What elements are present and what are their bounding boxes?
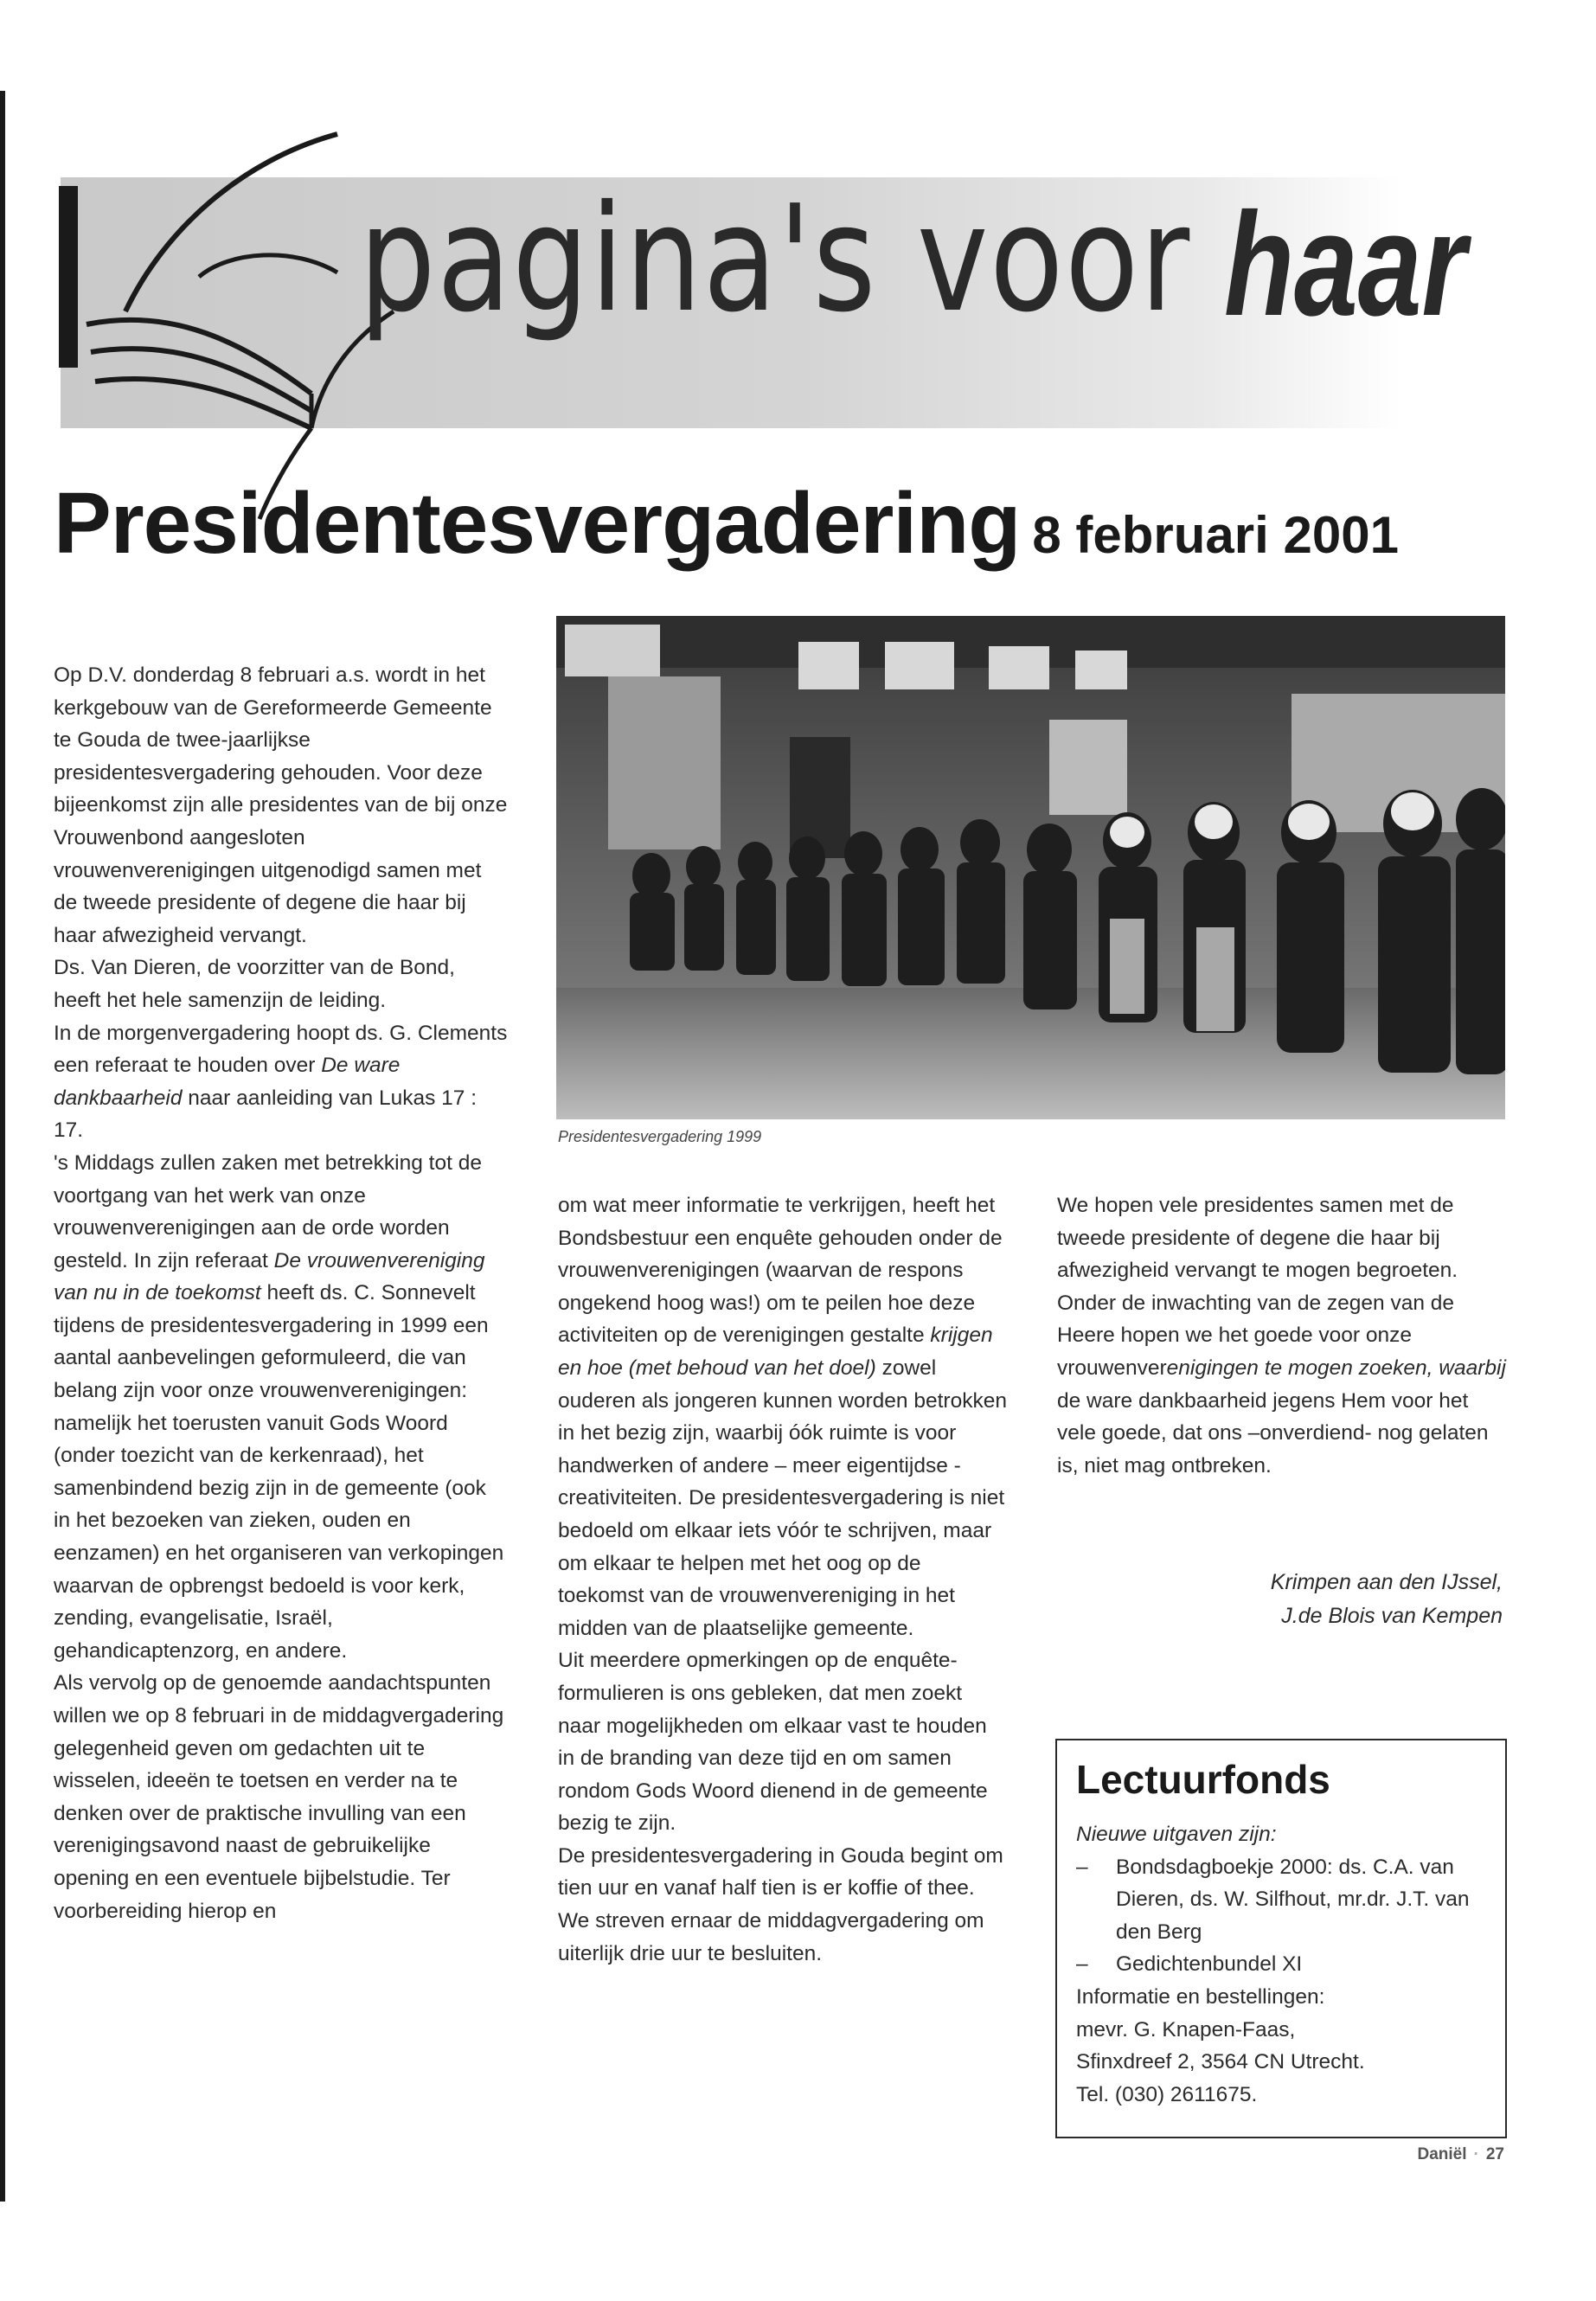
referaat-title-italic: De vrouwenvereniging van nu in de toekomst: [54, 1248, 485, 1305]
text-run: zowel ouderen als jongeren kunnen worden betrokken in het bezig zijn, waarbij óók ruimte is voor handwerken of andere – meer eigentijdse - creativiteiten. De presidentesvergadering is niet bedoeld om elkaar iets vóór te schrijven, maar om elkaar te helpen met het oog op de toekomst van de vrouwenvereniging in het midden van de plaatselijke gemeente.: [558, 1356, 1007, 1640]
paragraph: Als vervolg op de genoemde aandachtspunten willen we op 8 februari in de middagvergadering gelegenheid geven om gedachten uit te wisselen, ideeën te toetsen en verder na te denken over de praktische invulling van een verenigingsavond naast de gebruikelijke opening en een eventuele bijbelstudie. Ter voorbereiding hierop en: [54, 1671, 504, 1923]
lectuurfonds-subtitle: Nieuwe uitgaven zijn:: [1076, 1823, 1277, 1846]
page-number: 27: [1485, 2145, 1504, 2163]
masthead-bold: haar: [1224, 183, 1467, 347]
article-column-3: [1057, 1189, 1511, 1482]
page-footer: [1418, 2145, 1505, 2164]
masthead-light: pagina's voor: [359, 174, 1191, 345]
footer-separator: ·: [1473, 2145, 1479, 2163]
contact-name: mevr. G. Knapen-Faas,: [1076, 2017, 1296, 2041]
contact-address: Sfinxdreef 2, 3564 CN Utrecht.: [1076, 2050, 1365, 2074]
info-label: Informatie en bestellingen:: [1076, 1984, 1325, 2009]
headline-title: Presidentesvergadering: [54, 475, 1021, 572]
italic-text: enigingen te mogen zoeken, waarbij: [1166, 1356, 1506, 1380]
paragraph: De presidentesvergadering in Gouda begint om tien uur en vanaf half tien is er koffie of thee. We streven ernaar de middagvergadering om uiterlijk drie uur te besluiten.: [558, 1843, 1003, 1965]
lectuurfonds-body: [1076, 1818, 1491, 2111]
meeting-photo-image: [556, 616, 1505, 1119]
text-run: naar aanleiding van Lukas 17 : 17.: [54, 1086, 478, 1143]
paragraph: Uit meerdere opmerkingen op de enquête-formulieren is ons gebleken, dat men zoekt naar mogelijkheden om elkaar vast te houden in de branding van deze tijd en om samen rondom Gods Woord dienend in de gemeente bezig te zijn.: [558, 1649, 988, 1836]
text-run: In de morgenvergadering hoopt ds. G. Clements een referaat te houden over: [54, 1021, 508, 1078]
masthead-title: [359, 174, 1467, 347]
paragraph: [558, 1189, 1008, 1644]
signature: [1057, 1566, 1503, 1633]
headline-date: 8 februari 2001: [1032, 506, 1399, 564]
referaat-title-italic: De ware dankbaarheid: [54, 1054, 401, 1110]
meeting-photo: [556, 616, 1505, 1119]
italic-text: krijgen en hoe (met behoud van het doel): [558, 1324, 993, 1380]
signature-place: Krimpen aan den IJssel,: [1270, 1570, 1503, 1594]
paragraph: [54, 1017, 508, 1147]
contact-phone: Tel. (030) 2611675.: [1076, 2082, 1258, 2106]
list-item-text: Gedichtenbundel XI: [1116, 1952, 1303, 1977]
article-headline: [54, 474, 1399, 574]
signature-name: J.de Blois van Kempen: [1281, 1604, 1503, 1628]
magazine-name: Daniël: [1417, 2145, 1467, 2163]
paragraph: Ds. Van Dieren, de voorzitter van de Bond, heeft het hele samenzijn de leiding.: [54, 956, 455, 1012]
lectuurfonds-title: Lectuurfonds: [1076, 1757, 1330, 1802]
lectuurfonds-box: [1055, 1739, 1507, 2138]
dash-bullet: –: [1076, 1855, 1088, 1879]
list-item: [1076, 1948, 1491, 1981]
paragraph: Op D.V. donderdag 8 februari a.s. wordt in het kerkgebouw van de Gereformeerde Gemeente te Gouda de twee-jaarlijkse presidentesvergadering gehouden. Voor deze bijeenkomst zijn alle presidentes van de bij onze Vrouwenbond aangesloten vrouwenverenigingen uitgenodigd samen met de tweede presidente of degene die haar bij haar afwezigheid vervangt.: [54, 663, 508, 947]
photo-caption: Presidentesvergadering 1999: [558, 1128, 762, 1145]
text-run: heeft ds. C. Sonnevelt tijdens de presidentesvergadering in 1999 een aantal aanbevelingen geformuleerd, die van belang zijn voor onze vrouwenverenigingen: namelijk het toerusten vanuit Gods Woord (onder toezicht van de kerkenraad), het samenbindend bezig zijn in de gemeente (ook in het bezoeken van zieken, ouden en eenzamen) en het organiseren van verkopingen waarvan de opbrengst bedoeld is voor kerk, zending, evangelisatie, Israël, gehandicaptenzorg, en andere.: [54, 1281, 504, 1663]
text-run: om wat meer informatie te verkrijgen, heeft het Bondsbestuur een enquête gehouden onder de vrouwenverenigingen (waarvan de respons ongekend hoog was!) om te peilen hoe deze activiteiten op de verenigingen gestalte: [558, 1194, 1003, 1348]
paragraph: [54, 1147, 508, 1668]
text-run: We hopen vele presidentes samen met de tweede presidente of degene die haar bij afwezigheid vervangt te mogen begroeten. Onder de inwachting van de zegen van de Heere hopen we het goede voor onze vrouwenver: [1057, 1194, 1458, 1380]
article-column-1: [54, 659, 508, 1927]
list-item-text: Bondsdagboekje 2000: ds. C.A. van Dieren, ds. W. Silfhout, mr.dr. J.T. van den Berg: [1116, 1855, 1470, 1944]
text-run: 's Middags zullen zaken met betrekking tot de voortgang van het werk van onze vrouwenverenigingen aan de orde worden gesteld. In zijn referaat: [54, 1150, 482, 1272]
paragraph: [1057, 1189, 1511, 1482]
dash-bullet: –: [1076, 1952, 1088, 1977]
text-run: de ware dankbaarheid jegens Hem voor het vele goede, dat ons –onverdiend- nog gelaten is, niet mag ontbreken.: [1057, 1388, 1489, 1477]
article-column-2: [558, 1189, 1008, 1970]
list-item: [1076, 1851, 1491, 1949]
page-edge-line: [0, 91, 5, 2202]
